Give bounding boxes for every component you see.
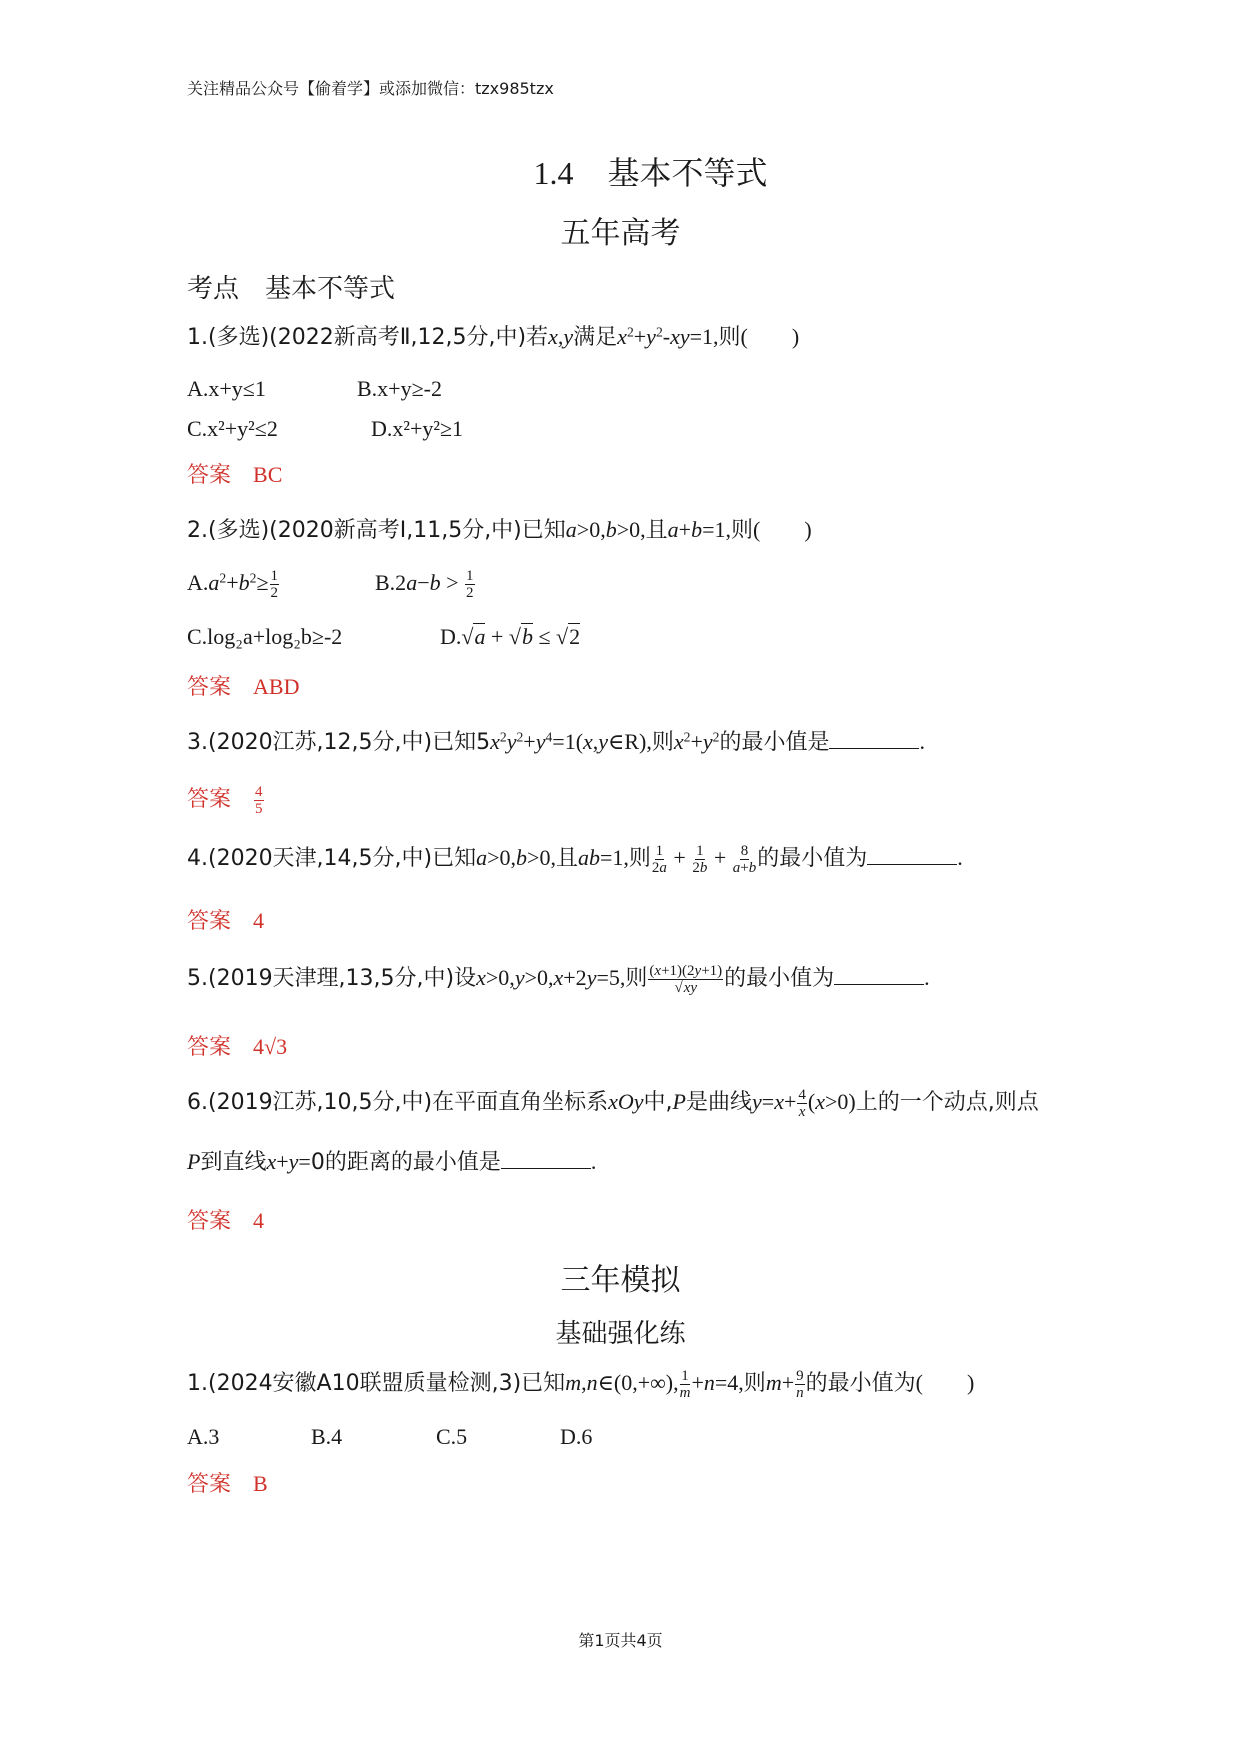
question-2-answer: 答案 ABD xyxy=(187,674,300,700)
page-footer: 第1页共4页 xyxy=(578,1631,663,1650)
question-1-stem: 1.(多选)(2022新高考Ⅱ,12,5分,中)若x,y满足$x^2+y^2-xy=1$,则( ) xyxy=(187,324,800,350)
question-2-option-a: $A.a^2+b^2\ge$ $\frac{1}{2}$ xyxy=(187,568,279,602)
mock-question-1-option-d: D.6 xyxy=(560,1424,593,1449)
header-note: 关注精品公众号【偷着学】或添加微信：tzx985tzx xyxy=(187,79,554,98)
question-3-stem: 3.(2020江苏,12,5分,中)已知$5x^2y^2+y^4=1(x,y\in R)$,则$x^2+y^2$的最小值是 . xyxy=(187,726,925,758)
subsection-heading: 基础强化练 xyxy=(555,1319,686,1349)
mock-question-1-option-a: A.3 xyxy=(187,1424,220,1449)
mock-question-1-answer: 答案 B xyxy=(187,1471,268,1497)
question-1-option-a: A.x+y≤1 xyxy=(187,376,266,401)
topic-heading: 考点 基本不等式 xyxy=(187,274,396,304)
title-text: 基本不等式 xyxy=(607,154,768,192)
question-6-stem-line1: 6.(2019江苏,10,5分,中)在平面直角坐标系xOy中,P是曲线y=x+ $\frac{4}{x}$ (x>0)上的一个动点,则点 xyxy=(187,1087,1039,1121)
title-number: 1.4 xyxy=(533,155,574,191)
mock-question-1-stem: 1.(2024安徽A10联盟质量检测,3)已知m,n∈(0,+∞), $\frac{1}{m}$ +n=4,则m+ $\frac{9}{n}$ 的最小值为( ) xyxy=(187,1368,975,1402)
page-title xyxy=(0,148,1241,194)
question-2-option-c: C.log₂a+log₂b≥-2 xyxy=(187,624,343,649)
section-heading-five-years: 五年高考 xyxy=(560,216,681,251)
question-4-stem: 4.(2020天津,14,5分,中)已知a>0,b>0,且ab=1,则 $\frac{1}{2a}$ + $\frac{1}{2b}$ + $\frac{8}{a+b}$ 的最小值为 . xyxy=(187,843,963,877)
section-heading-three-years: 三年模拟 xyxy=(560,1263,681,1298)
question-1-answer: 答案 BC xyxy=(187,462,283,488)
question-2-option-d: D.√a + √b ≤ √2 xyxy=(440,624,581,649)
question-5-stem: 5.(2019天津理,13,5分,中)设x>0,y>0,x+2y=5,则 $\frac{(x+1)(2y+1)}{√xy}$ 的最小值为 . xyxy=(187,963,930,997)
mock-question-1-option-c: C.5 xyxy=(436,1424,468,1449)
question-2-option-b: B.2a−b > $\frac{1}{2}$ xyxy=(375,568,474,602)
question-1-option-d: D.x²+y²≥1 xyxy=(371,416,464,441)
question-6-answer: 答案 4 xyxy=(187,1208,265,1234)
question-5-answer: 答案 4√3 xyxy=(187,1034,288,1060)
question-6-stem-line2: P到直线x+y=0的距离的最小值是 . xyxy=(187,1146,596,1178)
question-1-option-c: C.x²+y²≤2 xyxy=(187,416,278,441)
question-1-option-b: B.x+y≥-2 xyxy=(357,376,442,401)
question-3-answer: 答案 $\frac{4}{5}$ xyxy=(187,784,263,818)
question-2-stem: 2.(多选)(2020新高考Ⅰ,11,5分,中)已知a>0,b>0,且a+b=1,则( ) xyxy=(187,517,812,543)
question-4-answer: 答案 4 xyxy=(187,908,265,934)
mock-question-1-option-b: B.4 xyxy=(311,1424,343,1449)
